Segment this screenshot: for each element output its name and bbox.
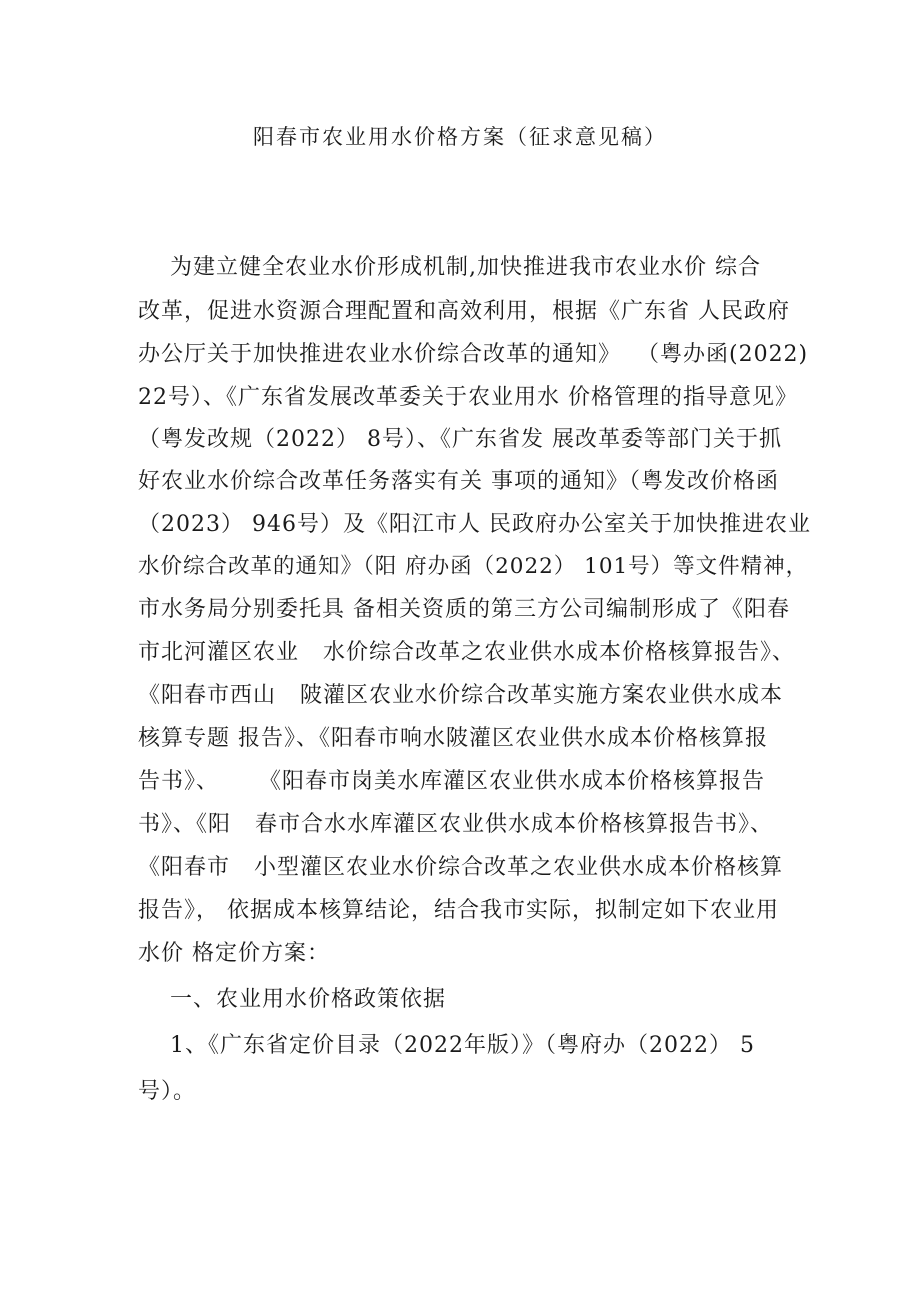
paragraph-line: 书》、《阳 春市合水水库灌区农业供水成本价格核算报告书》、 (138, 812, 773, 837)
page-title: 阳春市农业用水价格方案（征求意见稿） (253, 125, 667, 149)
paragraph-line: 《阳春市西山 陂灌区农业水价综合改革实施方案农业供水成本 (138, 683, 783, 708)
paragraph-line: 办公厅关于加快推进农业水价综合改革的通知》 （粤办函(2022) (138, 342, 809, 367)
paragraph-line: （2023） 946号）及《阳江市人 民政府办公室关于加快推进农业 (138, 512, 811, 537)
list-item-line: 号）。 (138, 1079, 197, 1104)
paragraph-line: 22号）、《广东省发展改革委关于农业用水 价格管理的指导意见》 (138, 385, 798, 410)
paragraph-line: 水价综合改革的通知》（阳 府办函（2022） 101号）等文件精神， (138, 554, 809, 579)
list-item-line: 1、《广东省定价目录（2022年版）》（粤府办（2022） 5 (138, 1033, 755, 1058)
paragraph-line: 市水务局分别委托具 备相关资质的第三方公司编制形成了《阳春 (138, 597, 790, 622)
paragraph-line: 水价 格定价方案： (138, 941, 330, 966)
paragraph-line: （粤发改规（2022） 8号）、《广东省发 展改革委等部门关于抓 (138, 427, 782, 452)
paragraph-line: 为建立健全农业水价形成机制,加快推进我市农业水价 综合 (138, 255, 761, 280)
paragraph-line: 告书》、 《阳春市岗美水库灌区农业供水成本价格核算报告 (138, 769, 765, 794)
paragraph-line: 市北河灌区农业 水价综合改革之农业供水成本价格核算报告》、 (138, 640, 795, 665)
section-heading: 一、农业用水价格政策依据 (138, 987, 446, 1012)
paragraph-line: 报告》， 依据成本核算结论，结合我市实际，拟制定如下农业用 (138, 898, 779, 923)
paragraph-line: 改革，促进水资源合理配置和高效利用，根据《广东省 人民政府 (138, 299, 790, 324)
paragraph-line: 《阳春市 小型灌区农业水价综合改革之农业供水成本价格核算 (138, 855, 783, 880)
paragraph-line: 好农业水价综合改革任务落实有关 事项的通知》（粤发改价格函 (138, 469, 779, 494)
paragraph-line: 核算专题 报告》、《阳春市响水陂灌区农业供水成本价格核算报 (138, 726, 768, 751)
